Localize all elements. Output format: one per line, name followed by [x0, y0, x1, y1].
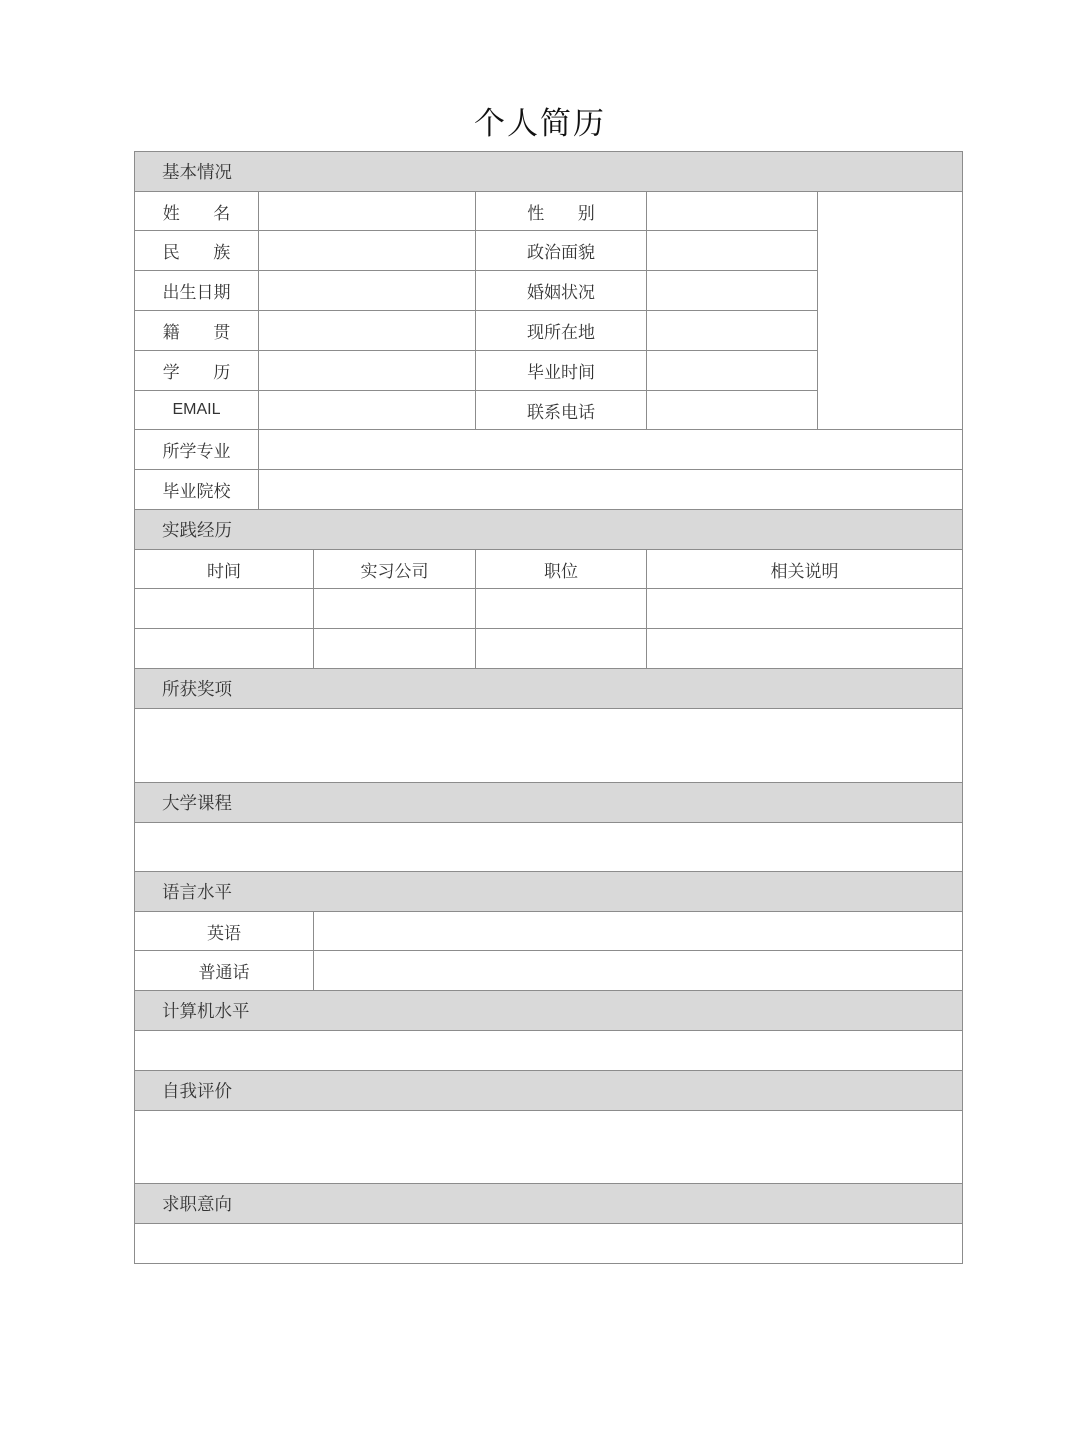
label-graduation-time: 毕业时间 — [476, 351, 647, 391]
column-header-time: 时间 — [135, 550, 314, 589]
label-ethnicity: 民 族 — [135, 231, 259, 271]
label-current-location: 现所在地 — [476, 311, 647, 351]
practice-time-cell[interactable] — [135, 589, 314, 629]
label-english: 英语 — [135, 912, 314, 951]
label-native-place: 籍 贯 — [135, 311, 259, 351]
label-name: 姓 名 — [135, 192, 259, 231]
section-header-basic — [135, 152, 963, 192]
section-header-language — [135, 872, 963, 912]
table-header-row — [135, 550, 963, 589]
graduation-time-value-cell[interactable] — [647, 351, 818, 391]
practice-company-cell[interactable] — [314, 589, 476, 629]
phone-value-cell[interactable] — [647, 391, 818, 430]
photo-cell[interactable] — [818, 192, 963, 430]
ethnicity-value-cell[interactable] — [259, 231, 476, 271]
courses-content-cell[interactable] — [135, 823, 963, 872]
native-place-value-cell[interactable] — [259, 311, 476, 351]
practice-time-cell[interactable] — [135, 629, 314, 669]
section-header-computer — [135, 991, 963, 1031]
table-row — [135, 1224, 963, 1264]
birth-date-value-cell[interactable] — [259, 271, 476, 311]
resume-title: 个人简历 — [474, 106, 606, 142]
section-title-courses: 大学课程 — [135, 783, 963, 823]
section-header-self-eval — [135, 1071, 963, 1111]
major-value-cell[interactable] — [259, 430, 963, 470]
table-row — [135, 709, 963, 783]
computer-content-cell[interactable] — [135, 1031, 963, 1071]
education-value-cell[interactable] — [259, 351, 476, 391]
table-row — [135, 823, 963, 872]
section-header-practice — [135, 510, 963, 550]
label-phone: 联系电话 — [476, 391, 647, 430]
section-title-self-eval: 自我评价 — [135, 1071, 963, 1111]
label-gender: 性 别 — [476, 192, 647, 231]
column-header-description: 相关说明 — [647, 550, 963, 589]
section-title-computer: 计算机水平 — [135, 991, 963, 1031]
marital-status-value-cell[interactable] — [647, 271, 818, 311]
label-political-status: 政治面貌 — [476, 231, 647, 271]
section-header-awards — [135, 669, 963, 709]
section-title-practice: 实践经历 — [135, 510, 963, 550]
label-birth-date: 出生日期 — [135, 271, 259, 311]
label-marital-status: 婚姻状况 — [476, 271, 647, 311]
table-row — [135, 470, 963, 510]
table-row — [135, 1111, 963, 1184]
practice-description-cell[interactable] — [647, 629, 963, 669]
school-value-cell[interactable] — [259, 470, 963, 510]
name-value-cell[interactable] — [259, 192, 476, 231]
table-row — [135, 192, 963, 231]
section-title-basic: 基本情况 — [135, 152, 963, 192]
self-eval-content-cell[interactable] — [135, 1111, 963, 1184]
practice-description-cell[interactable] — [647, 589, 963, 629]
table-row — [135, 629, 963, 669]
table-row — [135, 1031, 963, 1071]
mandarin-value-cell[interactable] — [314, 951, 963, 991]
section-title-awards: 所获奖项 — [135, 669, 963, 709]
awards-content-cell[interactable] — [135, 709, 963, 783]
section-title-language: 语言水平 — [135, 872, 963, 912]
label-email: EMAIL — [135, 391, 259, 430]
current-location-value-cell[interactable] — [647, 311, 818, 351]
practice-position-cell[interactable] — [476, 589, 647, 629]
table-row — [135, 912, 963, 951]
section-header-courses — [135, 783, 963, 823]
column-header-position: 职位 — [476, 550, 647, 589]
table-row — [135, 951, 963, 991]
label-education: 学 历 — [135, 351, 259, 391]
label-school: 毕业院校 — [135, 470, 259, 510]
practice-position-cell[interactable] — [476, 629, 647, 669]
job-intent-content-cell[interactable] — [135, 1224, 963, 1264]
table-row — [135, 430, 963, 470]
label-mandarin: 普通话 — [135, 951, 314, 991]
resume-table — [134, 151, 963, 1264]
table-row — [135, 589, 963, 629]
practice-company-cell[interactable] — [314, 629, 476, 669]
label-major: 所学专业 — [135, 430, 259, 470]
gender-value-cell[interactable] — [647, 192, 818, 231]
column-header-company: 实习公司 — [314, 550, 476, 589]
english-value-cell[interactable] — [314, 912, 963, 951]
section-title-job-intent: 求职意向 — [135, 1184, 963, 1224]
email-value-cell[interactable] — [259, 391, 476, 430]
section-header-job-intent — [135, 1184, 963, 1224]
political-status-value-cell[interactable] — [647, 231, 818, 271]
